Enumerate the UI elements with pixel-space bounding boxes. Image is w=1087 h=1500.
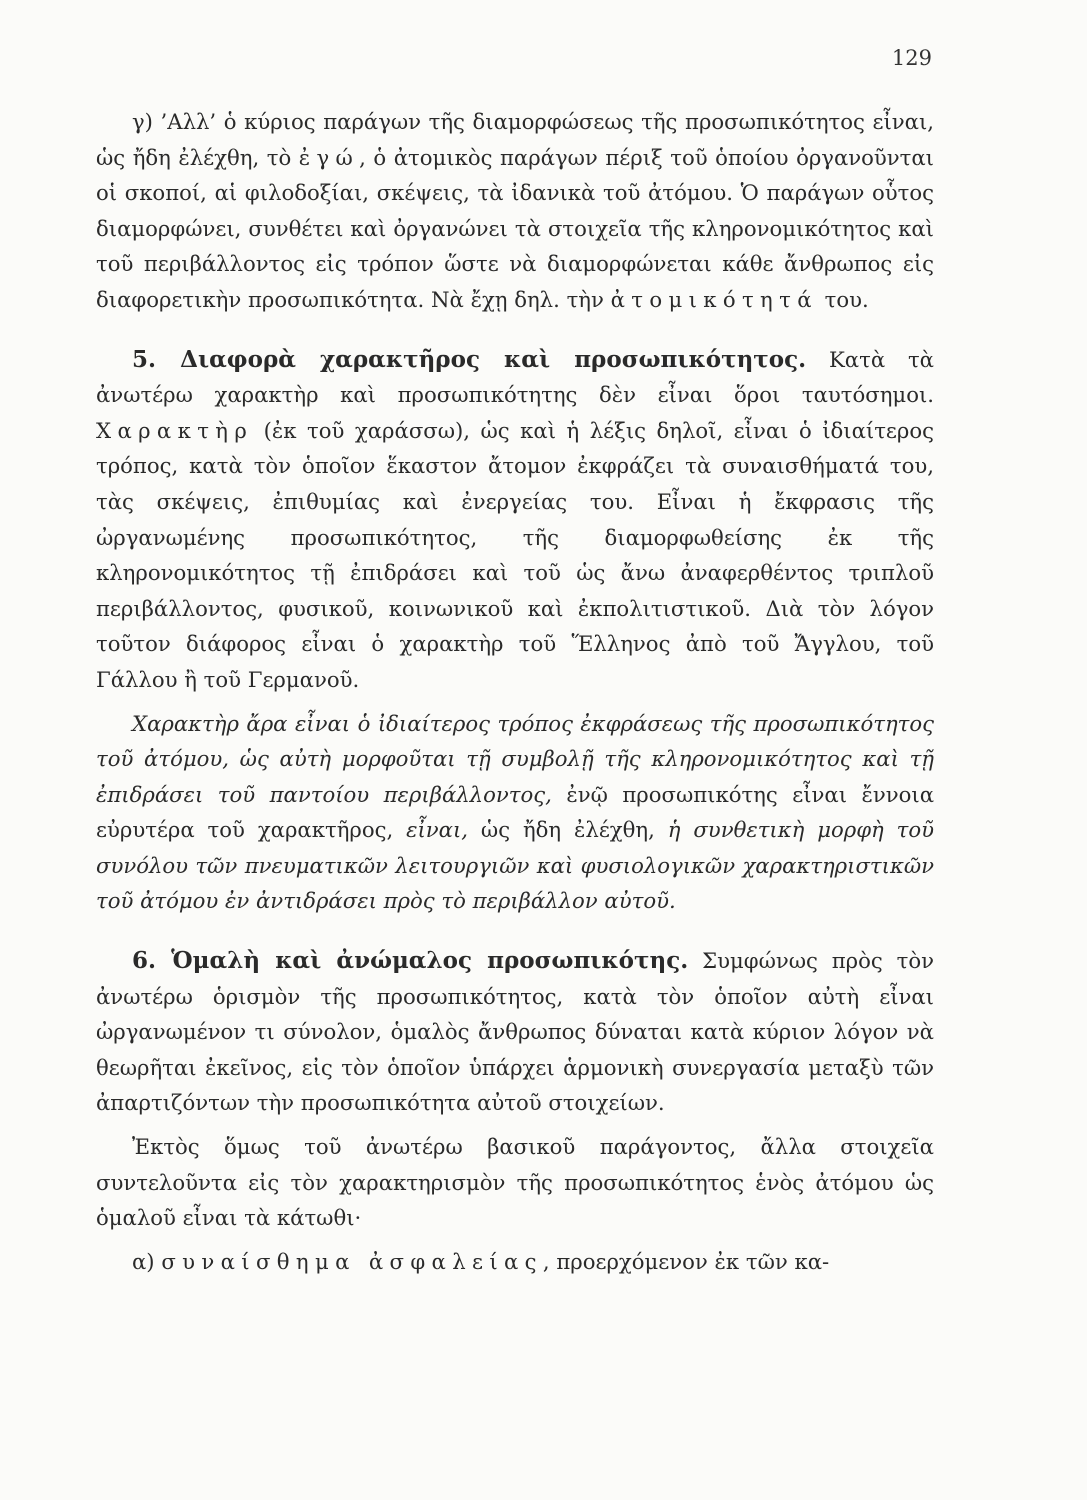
emphasis-atomikotita: ἀτομικότητά: [610, 286, 818, 312]
paragraph-gamma: γ) ’Αλλ’ ὁ κύριος παράγων τῆς διαμορφώσεως τῆς προσωπικότητος εἶναι, ὡς ἤδη ἐλέχθη, τὸ ἐγώ, ὁ ἀτομικὸς παράγων πέριξ τοῦ ὁποίου ὀργανοῦνται οἱ σκοποί, αἱ φιλοδοξίαι, σκέψεις, τὰ ἰδανικὰ τοῦ ἀτόμου. Ὁ παράγων οὗτος διαμορφώνει, συνθέτει καὶ ὀργανώνει τὰ στοιχεῖα τῆς κληρονομικότητος καὶ τοῦ περιβάλλοντος εἰς τρόπον ὥστε νὰ διαμορφώνεται κάθε ἄνθρωπος εἰς διαφορετικὴν προσωπικότητα. Νὰ ἔχῃ δηλ. τὴν ἀτομικότητά του.: [96, 109, 934, 312]
paragraph-definition: Χαρακτὴρ ἄρα εἶναι ὁ ἰδιαίτερος τρόπος ἐκφράσεως τῆς προσωπικότητος τοῦ ἀτόμου, ὡς αὐτὴ μορφοῦται τῇ συμβολῇ τῆς κληρονομικότητος καὶ τῇ ἐπιδράσει τοῦ παντοίου περιβάλλοντος, ἐνῷ προσωπικότης εἶναι ἔννοια εὐρυτέρα τοῦ χαρακτῆρος, εἶναι, ὡς ἤδη ἐλέχθη, ἡ συνθετικὴ μορφὴ τοῦ συνόλου τῶν πνευματικῶν λειτουργιῶν καὶ φυσιολογικῶν χαρακτηριστικῶν τοῦ ἀτόμου ἐν ἀντιδράσει πρὸς τὸ περιβάλλον αὐτοῦ.: [96, 710, 934, 914]
emphasis-synaisthima: συναίσθημα ἀσφαλείας: [161, 1248, 543, 1274]
paragraph-ektos: Ἐκτὸς ὅμως τοῦ ἀνωτέρω βασικοῦ παράγοντος, ἄλλα στοιχεῖα συντελοῦντα εἰς τὸν χαρακτηρισμὸν τῆς προσωπικότητος ἑνὸς ἀτόμου ὡς ὁμαλοῦ εἶναι τὰ κάτωθι·: [96, 1134, 934, 1231]
section-6-heading: 6. Ὁμαλὴ καὶ ἀνώμαλος προσωπικότης.: [132, 947, 689, 975]
section-5: 5. Διαφορὰ χαρακτῆρος καὶ προσωπικότητος. Κατὰ τὰ ἀνωτέρω χαρακτὴρ καὶ προσωπικότητης δὲν εἶναι ὅροι ταυτόσημοι. Χαρακτὴρ (ἐκ τοῦ χαράσσω), ὡς καὶ ἡ λέξις δηλοῖ, εἶναι ὁ ἰδιαίτερος τρόπος, κατὰ τὸν ὁποῖον ἕκαστον ἄτομον ἐκφράζει τὰ συναισθήματά του, τὰς σκέψεις, ἐπιθυμίας καὶ ἐνεργείας του. Εἶναι ἡ ἔκφρασις τῆς ὠργανωμένης προσωπικότητος, τῆς διαμορφωθείσης ἐκ τῆς κληρονομικότητος τῇ ἐπιδράσει καὶ τοῦ ὡς ἄνω ἀναφερθέντος τριπλοῦ περιβάλλοντος, φυσικοῦ, κοινωνικοῦ καὶ ἐκπολιτιστικοῦ. Διὰ τὸν λόγον τοῦτον διάφορος εἶναι ὁ χαρακτὴρ τοῦ Ἕλληνος ἀπὸ τοῦ Ἄγγλου, τοῦ Γάλλου ἢ τοῦ Γερμανοῦ.: [96, 345, 934, 692]
section-6: 6. Ὁμαλὴ καὶ ἀνώμαλος προσωπικότης. Συμφώνως πρὸς τὸν ἀνωτέρω ὁρισμὸν τῆς προσωπικότητος, κατὰ τὸν ὁποῖον αὐτὴ εἶναι ὠργανωμένον τι σύνολον, ὁμαλὸς ἄνθρωπος δύναται κατὰ κύριον λόγον νὰ θεωρῆται ἐκεῖνος, εἰς τὸν ὁποῖον ὑπάρχει ἁρμονικὴ συνεργασία μεταξὺ τῶν ἀπαρτιζόντων τὴν προσωπικότητα αὐτοῦ στοιχείων.: [96, 947, 934, 1116]
emphasis-charaktir: Χαρακτὴρ: [96, 417, 254, 443]
emphasis-ego: ἐγώ: [298, 144, 360, 170]
list-label: γ): [132, 109, 161, 134]
page-number: 129: [891, 46, 932, 70]
list-label: α): [132, 1248, 162, 1274]
paragraph-alpha: α) συναίσθημα ἀσφαλείας, προερχόμενον ἐκ τῶν κα-: [132, 1248, 830, 1274]
page-body: [96, 104, 934, 1279]
section-5-heading: 5. Διαφορὰ χαρακτῆρος καὶ προσωπικότητος.: [132, 345, 807, 373]
